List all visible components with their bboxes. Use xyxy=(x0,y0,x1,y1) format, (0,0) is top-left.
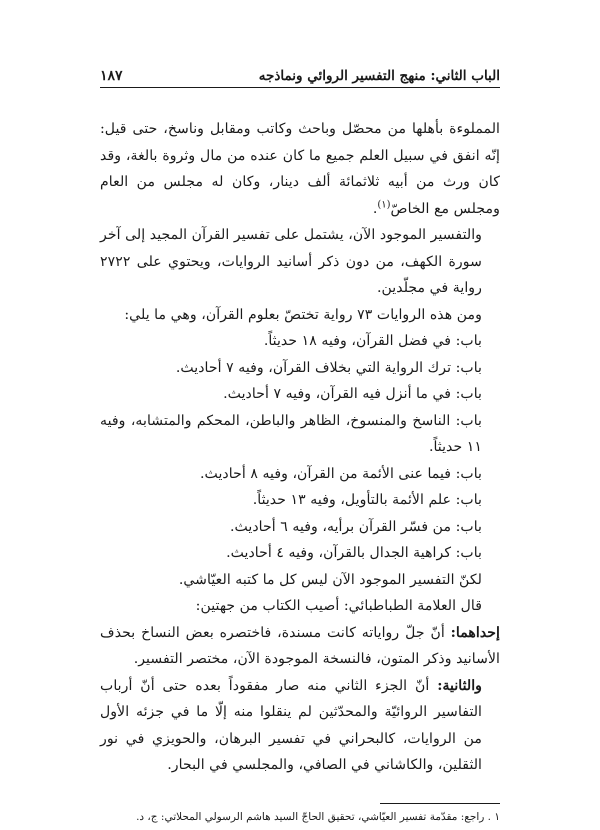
paragraph-text: أنّ الجزء الثاني منه صار مفقوداً بعده حتى أنّ أرباب التفاسير الروائيّة والمحدّثين لم ينقلوا منه إلّا ما في جزئه الأول من الروايات، كالبحراني في تفسير البرهان، والحويزي في نور الثقلين، والكاشاني في الصافي، والمجلسي في البحار. xyxy=(100,677,482,773)
chapter-item: باب: فيما عنى الأئمة من القرآن، وفيه ٨ أحاديث. xyxy=(200,465,482,482)
body-text xyxy=(100,116,500,779)
paragraph-text: المملوءة بأهلها من محصّل وباحث وكاتب ومقابل وناسخ، حتى قيل: إنّه انفق في سبيل العلم جميع ما كان عنده من مال وثروة بالغة، وقد كان ورث من أبيه ثلاثمائة ألف دينار، وكان له مجلس من العام ومجلس مع الخاصّ xyxy=(100,121,500,217)
chapter-item: باب: علم الأئمة بالتأويل، وفيه ١٣ حديثاً. xyxy=(252,492,482,508)
paragraph xyxy=(100,620,500,673)
chapter-item: باب: ترك الرواية التي بخلاف القرآن، وفيه ٧ أحاديث. xyxy=(175,359,482,376)
paragraph: قال العلامة الطباطبائي: أصيب الكتاب من جهتين: xyxy=(195,598,482,614)
running-header xyxy=(100,62,500,84)
footnote: ١ . راجع: مقدّمة تفسير العيّاشي، تحقيق الحاجّ السيد هاشم الرسولي المحلاتي: ج، د. xyxy=(136,811,500,823)
running-title: الباب الثاني: منهج التفسير الروائي ونماذجه xyxy=(258,68,500,84)
paragraph-lead: إحداهما: xyxy=(450,624,500,641)
paragraph: المملوءة بأهلها من محصّل وباحث وكاتب ومقابل وناسخ، حتى قيل: إنّه انفق في سبيل العلم جميع ما كان عنده من مال وثروة بالغة، وقد كان ورث من أبيه ثلاثمائة ألف دينار، وكان له مجلس من العام ومجلس مع الخاصّ$^{(١)}$. xyxy=(100,121,500,217)
footnote-rule xyxy=(380,803,500,804)
chapter-item: باب: كراهية الجدال بالقرآن، وفيه ٤ أحاديث. xyxy=(226,545,482,561)
paragraph: لكنّ التفسير الموجود الآن ليس كل ما كتبه العيّاشي. xyxy=(178,571,482,588)
chapter-item: باب: في ما أنزل فيه القرآن، وفيه ٧ أحاديث. xyxy=(223,386,482,402)
chapter-item: باب: من فسّر القرآن برأيه، وفيه ٦ أحاديث. xyxy=(229,518,482,535)
page-number: ١٨٧ xyxy=(100,68,123,84)
footnote-marker: (١) xyxy=(377,198,391,210)
paragraph-text: أنّ جلّ رواياته كانت مسندة، فاختصره بعض النساخ بحذف الأسانيد وذكر المتون، فالنسخة الموجودة الآن، مختصر التفسير. xyxy=(100,624,500,667)
paragraph-lead: والثانية: xyxy=(437,677,482,694)
chapter-item: باب: في فضل القرآن، وفيه ١٨ حديثاً. xyxy=(263,333,482,349)
paragraph: ومن هذه الروايات ٧٣ رواية تختصّ بعلوم القرآن، وهي ما يلي: xyxy=(124,306,482,323)
paragraph xyxy=(100,673,500,779)
chapter-item: باب: الناسخ والمنسوخ، الظاهر والباطن، المحكم والمتشابه، وفيه ١١ حديثاً. xyxy=(100,412,482,455)
header-rule xyxy=(100,87,500,88)
paragraph: والتفسير الموجود الآن، يشتمل على تفسير القرآن المجيد إلى آخر سورة الكهف، من دون ذكر أسانيد الروايات، ويحتوي على ٢٧٢٢ رواية في مجلّدين. xyxy=(100,227,482,296)
